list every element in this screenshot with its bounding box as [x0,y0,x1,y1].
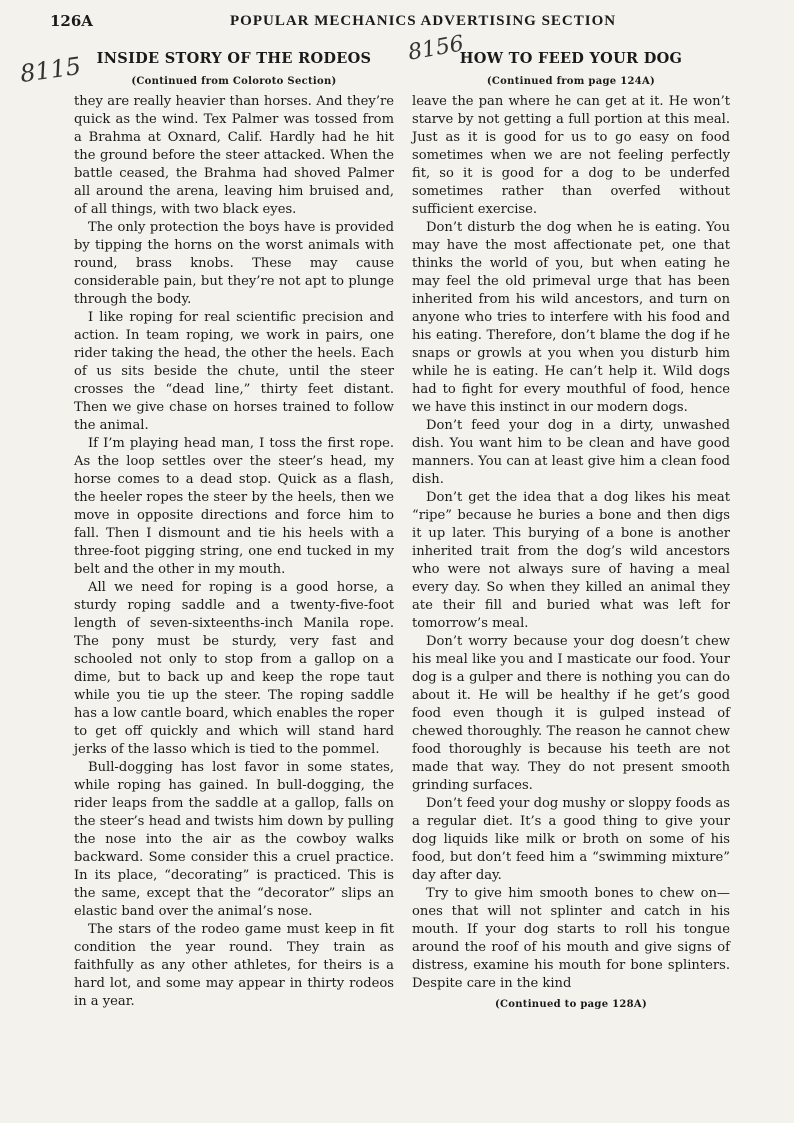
right-article-continued-to: (Continued to page 128A) [494,999,648,1010]
left-article-continued: (Continued from Coloroto Section) [131,76,337,87]
right-article-title: HOW TO FEED YOUR DOG [459,50,683,67]
page-header [50,12,750,36]
paragraph: The stars of the rodeo game must keep in fit condition the year round. They train as faithfully as any other athletes, for theirs is a hard lot, and some may appear in thirty rodeos in a year. [74,922,394,1009]
running-head: POPULAR MECHANICS ADVERTISING SECTION [230,13,617,29]
paragraph: Bull-dogging has lost favor in some states, while roping has gained. In bull-dogging, the rider leaps from the saddle at a gallop, falls on the steer’s head and twists him down by pulling the nose into the air as the cowboy walks backward. Some consider this a cruel practice. In its place, “decorating” is practiced. This is the same, except that the “decorator” slips an elastic band over the animal’s nose. [74,760,394,919]
paragraph: The only protection the boys have is provided by tipping the horns on the worst animals with round, brass knobs. These may cause considerable pain, but they’re not apt to plunge through the body. [74,220,394,307]
paragraph: Don’t worry because your dog doesn’t chew his meal like you and I masticate our food. Your dog is a gulper and there is nothing you can do about it. He will be healthy if he get’s good food even though it is gulped instead of chewed thoroughly. The reason he cannot chew food thoroughly is because his teeth are not made that way. They do not present smooth grinding surfaces. [412,634,730,793]
left-article-title: INSIDE STORY OF THE RODEOS [96,50,372,67]
left-article-body [74,93,394,1011]
paragraph: they are really heavier than horses. And they’re quick as the wind. Tex Palmer was tossed from a Brahma at Oxnard, Calif. Hardly had he hit the ground before the steer attacked. When the battle ceased, the Brahma had shoved Palmer all around the arena, leaving him bruised and, of all things, with two black eyes. [74,94,394,217]
paragraph: Don’t feed your dog in a dirty, unwashed dish. You want him to be clean and have good manners. You can at least give him a clean food dish. [412,418,730,487]
handwritten-note-right: 8156 [406,31,466,66]
paragraph: Don’t feed your dog mushy or sloppy foods as a regular diet. It’s a good thing to give your dog liquids like milk or broth on some of his food, but don’t feed him a “swimming mixture” day after day. [412,796,730,883]
paragraph: If I’m playing head man, I toss the first rope. As the loop settles over the steer’s head, my horse comes to a dead stop. Quick as a flash, the heeler ropes the steer by the heels, then we move in opposite directions and force him to fall. Then I dismount and tie his heels with a three-foot pigging string, one end tucked in my belt and the other in my mouth. [74,436,394,577]
handwritten-note-left: 8115 [18,51,83,89]
left-article [74,48,394,1011]
page-number: 126A [50,12,93,30]
right-article-body [412,93,730,993]
paragraph: leave the pan where he can get at it. He won’t starve by not getting a full portion at this meal. Just as it is good for us to go easy on food sometimes when we are not feeling perfectly fit, so it is good for a dog to be underfed sometimes rather than overfed without sufficient exercise. [412,94,730,217]
paragraph: I like roping for real scientific precision and action. In team roping, we work in pairs, one rider taking the head, the other the heels. Each of us sits beside the chute, until the steer crosses the “dead line,” thirty feet distant. Then we give chase on horses trained to follow the animal. [74,310,394,433]
paragraph: Don’t get the idea that a dog likes his meat “ripe” because he buries a bone and then digs it up later. This burying of a bone is another inherited trait from the dog’s wild ancestors who were not always sure of having a meal every day. So when they killed an animal they ate their fill and buried what was left for tomorrow’s meal. [412,490,730,631]
paragraph: Try to give him smooth bones to chew on—ones that will not splinter and catch in his mouth. If your dog starts to roll his tongue around the roof of his mouth and give signs of distress, examine his mouth for bone splinters. Despite care in the kind [412,886,730,991]
right-article [412,48,730,1010]
right-article-continued: (Continued from page 124A) [486,76,656,87]
paragraph: All we need for roping is a good horse, a sturdy roping saddle and a twenty-five-foot length of seven-sixteenths-inch Manila rope. The pony must be sturdy, very fast and schooled not only to stop from a gallop on a dime, but to back up and keep the rope taut while you tie up the steer. The roping saddle has a low cantle board, which enables the roper to get off quickly and which will stand hard jerks of the lasso which is tied to the pommel. [74,580,394,757]
paragraph: Don’t disturb the dog when he is eating. You may have the most affectionate pet, one that thinks the world of you, but when eating he may feel the old primeval urge that has been inherited from his wild ancestors, and turn on anyone who tries to interfere with his food and his eating. Therefore, don’t blame the dog if he snaps or growls at you when you disturb him while he is eating. He can’t help it. Wild dogs had to fight for every mouthful of food, hence we have this instinct in our modern dogs. [412,220,730,415]
